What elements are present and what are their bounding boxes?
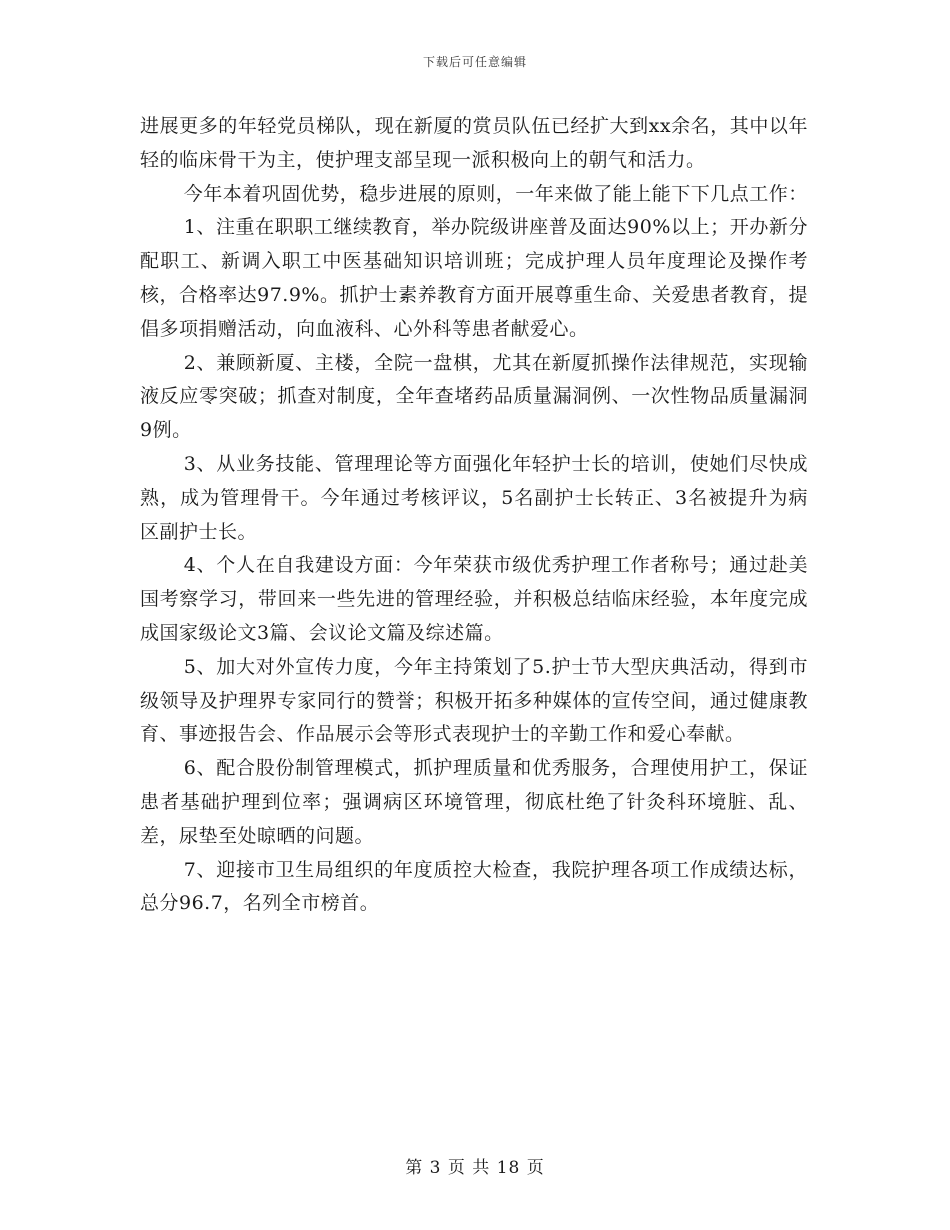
page-number-footer: 第 3 页 共 18 页 (405, 1158, 545, 1178)
paragraph-item-6: 6、配合股份制管理模式，抓护理质量和优秀服务，合理使用护工，保证患者基础护理到位率；强调病区环境管理，彻底杜绝了针灸科环境脏、乱、差，尿垫至处晾晒的问题。 (140, 757, 808, 847)
document-body (140, 110, 808, 921)
paragraph-continuation: 进展更多的年轻党员梯队，现在新厦的赏员队伍已经扩大到xx余名，其中以年轻的临床骨干为主，使护理支部呈现一派积极向上的朝气和活力。 (140, 115, 808, 171)
paragraph-item-3: 3、从业务技能、管理理论等方面强化年轻护士长的培训，使她们尽快成熟，成为管理骨干。今年通过考核评议，5名副护士长转正、3名被提升为病区副护士长。 (140, 452, 808, 543)
paragraph-intro: 今年本着巩固优势，稳步进展的原则，一年来做了能上能下下几点工作： (183, 182, 808, 205)
paragraph-item-4: 4、个人在自我建设方面：今年荣获市级优秀护理工作者称号；通过赴美国考察学习，带回来一些先进的管理经验，并积极总结临床经验，本年度完成成国家级论文3篇、会议论文篇及综述篇。 (140, 554, 808, 644)
paragraph-item-7: 7、迎接市卫生局组织的年度质控大检查，我院护理各项工作成绩达标，总分96.7，名列全市榜首。 (140, 858, 808, 915)
paragraph-item-5: 5、加大对外宣传力度，今年主持策划了5.护士节大型庆典活动，得到市级领导及护理界专家同行的赞誉；积极开拓多种媒体的宣传空间，通过健康教育、事迹报告会、作品展示会等形式表现护士的辛勤工作和爱心奉献。 (140, 655, 808, 746)
paragraph-item-2: 2、兼顾新厦、主楼，全院一盘棋，尤其在新厦抓操作法律规范，实现输液反应零突破；抓查对制度，全年查堵药品质量漏洞例、一次性物品质量漏洞9例。 (140, 351, 808, 442)
paragraph-item-1: 1、注重在职职工继续教育，举办院级讲座普及面达90%以上；开办新分配职工、新调入职工中医基础知识培训班；完成护理人员年度理论及操作考核，合格率达97.9%。抓护士素养教育方面开展尊重生命、关爱患者教育，提倡多项捐赠活动，向血液科、心外科等患者献爱心。 (140, 216, 808, 340)
page-header: 下载后可任意编辑 (422, 55, 527, 69)
